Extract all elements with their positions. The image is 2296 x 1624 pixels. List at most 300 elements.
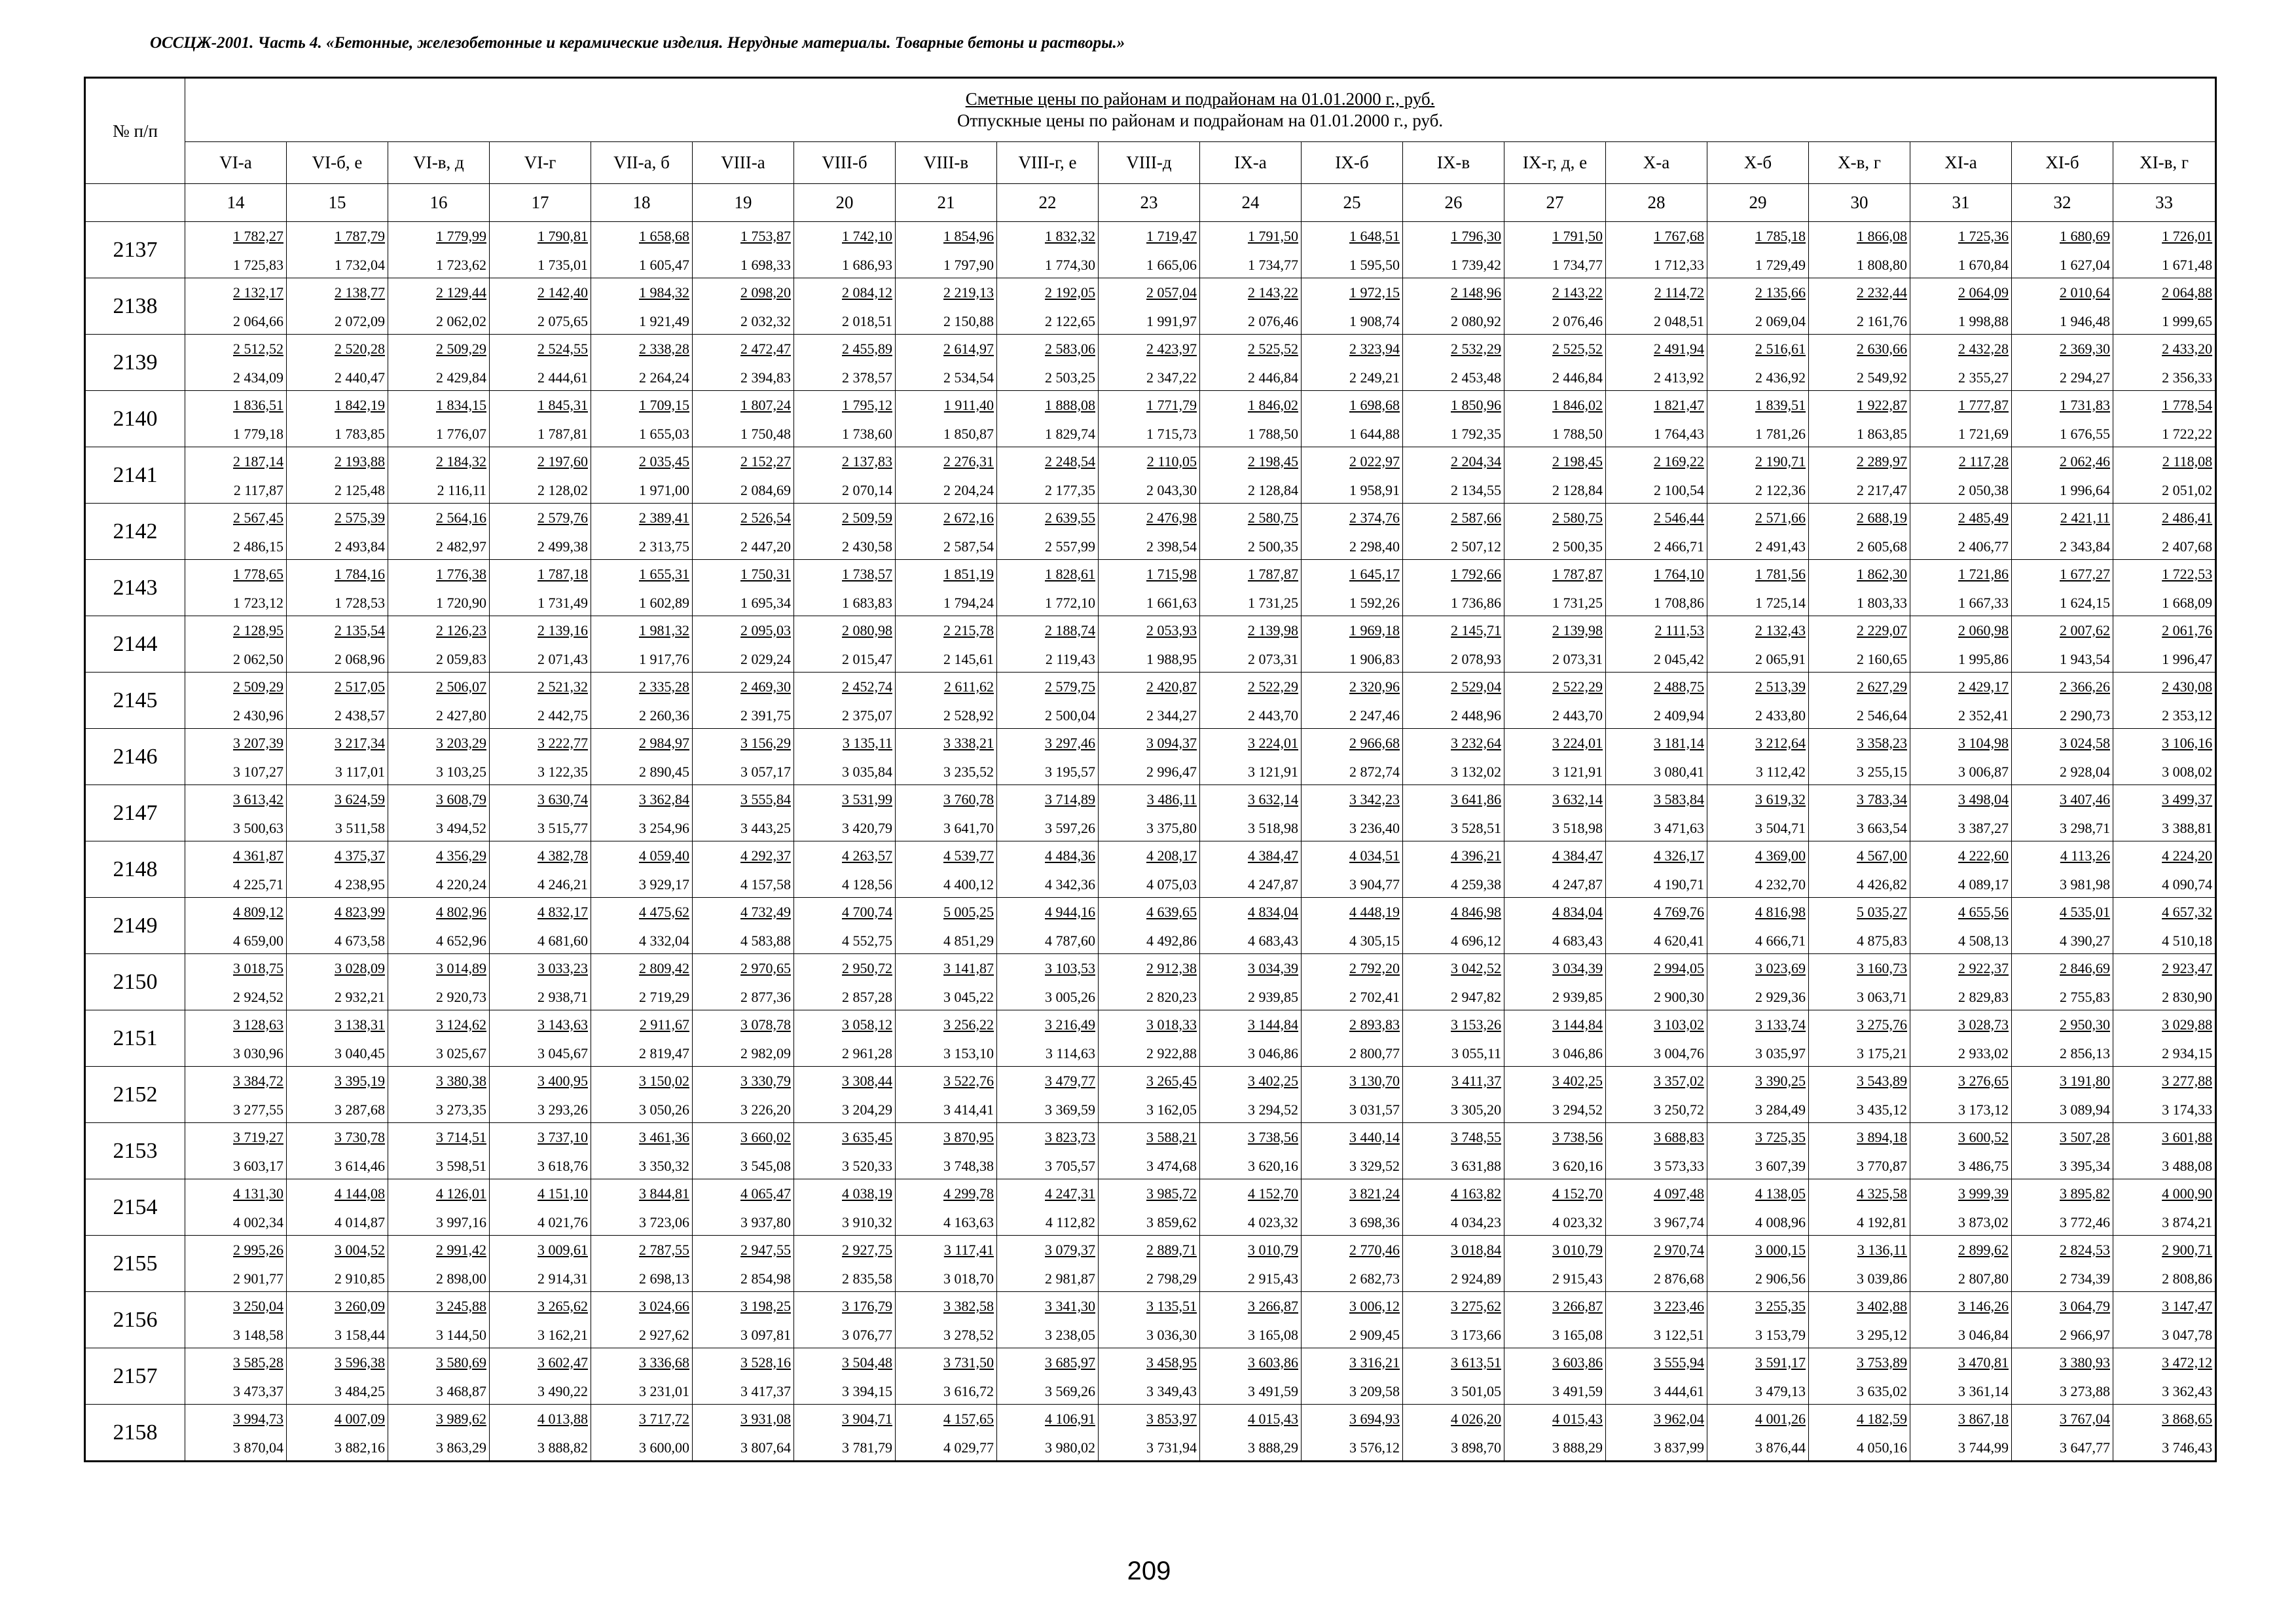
estimate-price: 2 423,97 <box>1146 340 1197 357</box>
price-cell <box>794 1067 896 1123</box>
release-price: 3 528,51 <box>1451 819 1501 836</box>
release-price: 1 729,49 <box>1755 256 1806 273</box>
estimate-price: 3 380,93 <box>2060 1354 2110 1371</box>
estimate-price: 1 648,51 <box>1349 227 1400 244</box>
price-cell <box>997 278 1099 335</box>
estimate-price: 3 265,45 <box>1146 1072 1197 1089</box>
price-cell <box>185 954 287 1010</box>
estimate-price: 2 095,03 <box>740 621 791 638</box>
estimate-price: 2 476,98 <box>1146 509 1197 526</box>
release-price: 2 443,70 <box>1552 707 1603 724</box>
estimate-price: 4 292,37 <box>740 847 791 864</box>
price-cell <box>693 1348 794 1405</box>
estimate-price: 2 138,77 <box>335 284 385 301</box>
estimate-price: 4 944,16 <box>1045 903 1095 920</box>
price-cell <box>896 841 997 898</box>
release-price: 1 698,33 <box>740 256 791 273</box>
price-cell <box>287 1236 388 1292</box>
estimate-price: 3 224,01 <box>1552 734 1603 751</box>
release-price: 3 904,77 <box>1349 876 1400 893</box>
price-cell <box>2113 1010 2216 1067</box>
release-price: 3 573,33 <box>1654 1157 1704 1174</box>
release-price: 2 116,11 <box>437 481 486 498</box>
estimate-price: 2 824,53 <box>2060 1241 2110 1258</box>
price-cell <box>794 729 896 785</box>
estimate-price: 3 336,68 <box>639 1354 689 1371</box>
estimate-price: 3 999,39 <box>1958 1185 2009 1202</box>
price-cell <box>896 1123 997 1179</box>
release-price: 4 683,43 <box>1552 932 1603 949</box>
estimate-price: 3 130,70 <box>1349 1072 1400 1089</box>
table-row <box>85 616 2216 673</box>
release-price: 3 162,05 <box>1146 1101 1197 1118</box>
estimate-price: 3 058,12 <box>842 1016 892 1033</box>
release-price: 3 576,12 <box>1349 1439 1400 1456</box>
estimate-price: 3 198,25 <box>740 1297 791 1314</box>
release-price: 2 820,23 <box>1146 988 1197 1005</box>
release-price: 3 616,72 <box>943 1382 994 1399</box>
release-price: 3 746,43 <box>2162 1439 2213 1456</box>
price-cell <box>388 1236 490 1292</box>
estimate-price: 3 144,84 <box>1248 1016 1298 1033</box>
release-price: 3 375,80 <box>1146 819 1197 836</box>
release-price: 2 482,97 <box>436 538 486 555</box>
estimate-price: 2 188,74 <box>1045 621 1095 638</box>
release-price: 1 665,06 <box>1146 256 1197 273</box>
document-header: ОССЦЖ-2001. Часть 4. «Бетонные, железобетонные и керамические изделия. Нерудные материалы. Товарные бетоны и растворы.» <box>150 34 1125 52</box>
release-price: 3 603,17 <box>233 1157 283 1174</box>
estimate-price: 1 778,54 <box>2162 396 2213 413</box>
estimate-price: 3 341,30 <box>1045 1297 1095 1314</box>
release-price: 1 797,90 <box>943 256 994 273</box>
release-price: 3 025,67 <box>436 1044 486 1061</box>
release-price: 3 471,63 <box>1654 819 1704 836</box>
price-cell <box>1809 1179 1910 1236</box>
estimate-price: 1 785,18 <box>1755 227 1806 244</box>
release-price: 4 163,63 <box>943 1213 994 1230</box>
price-cell <box>1910 560 2012 616</box>
price-cell <box>693 1179 794 1236</box>
price-cell <box>1302 560 1403 616</box>
estimate-price: 3 384,72 <box>233 1072 283 1089</box>
estimate-price: 4 182,59 <box>1857 1410 1907 1427</box>
price-cell <box>997 335 1099 391</box>
price-cell <box>1910 1405 2012 1462</box>
price-cell <box>2113 616 2216 673</box>
price-cell <box>1099 673 1200 729</box>
price-cell <box>1910 447 2012 504</box>
price-cell <box>896 729 997 785</box>
release-price: 4 023,32 <box>1248 1213 1298 1230</box>
release-price: 3 488,08 <box>2162 1157 2213 1174</box>
release-price: 1 668,09 <box>2162 594 2213 611</box>
estimate-price: 3 176,79 <box>842 1297 892 1314</box>
price-cell <box>1403 391 1504 447</box>
release-price: 2 128,02 <box>538 481 588 498</box>
price-cell <box>1099 222 1200 278</box>
price-cell <box>997 1405 1099 1462</box>
estimate-price: 3 867,18 <box>1958 1410 2009 1427</box>
estimate-price: 4 097,48 <box>1654 1185 1704 1202</box>
release-price: 2 546,64 <box>1857 707 1907 724</box>
price-cell <box>2113 1348 2216 1405</box>
price-cell <box>794 1010 896 1067</box>
estimate-price: 3 106,16 <box>2162 734 2213 751</box>
price-cell <box>896 335 997 391</box>
estimate-price: 2 899,62 <box>1958 1241 2009 1258</box>
estimate-price: 2 229,07 <box>1857 621 1907 638</box>
release-price: 3 597,26 <box>1045 819 1095 836</box>
price-cell <box>1099 560 1200 616</box>
release-price: 2 734,39 <box>2060 1270 2110 1287</box>
estimate-price: 3 018,75 <box>233 959 283 976</box>
price-table <box>84 77 2217 1462</box>
price-cell <box>1302 278 1403 335</box>
release-price: 4 192,81 <box>1857 1213 1907 1230</box>
price-cell <box>1910 1236 2012 1292</box>
estimate-price: 2 509,29 <box>233 678 283 695</box>
price-cell <box>1099 1292 1200 1348</box>
release-price: 2 503,25 <box>1045 369 1095 386</box>
estimate-price: 2 132,43 <box>1755 621 1806 638</box>
estimate-price: 4 126,01 <box>436 1185 486 1202</box>
estimate-price: 4 834,04 <box>1552 903 1603 920</box>
price-cell <box>1707 222 1809 278</box>
estimate-price: 3 256,22 <box>943 1016 994 1033</box>
estimate-price: 3 135,11 <box>842 734 892 751</box>
estimate-price: 4 157,65 <box>943 1410 994 1427</box>
estimate-price: 3 232,64 <box>1451 734 1501 751</box>
release-price: 2 557,99 <box>1045 538 1095 555</box>
release-price: 1 686,93 <box>842 256 892 273</box>
column-header: VIII-б <box>794 142 896 184</box>
release-price: 3 781,79 <box>842 1439 892 1456</box>
price-cell <box>1504 1067 1606 1123</box>
estimate-price: 4 026,20 <box>1451 1410 1501 1427</box>
release-price: 3 859,62 <box>1146 1213 1197 1230</box>
price-cell <box>1302 1236 1403 1292</box>
price-cell <box>693 278 794 335</box>
price-cell <box>896 616 997 673</box>
price-cell <box>490 729 591 785</box>
release-price: 2 807,80 <box>1958 1270 2009 1287</box>
estimate-price: 3 472,12 <box>2162 1354 2213 1371</box>
estimate-price: 2 169,22 <box>1654 452 1704 470</box>
estimate-price: 3 009,61 <box>538 1241 588 1258</box>
estimate-price: 4 657,32 <box>2162 903 2213 920</box>
price-cell <box>2012 841 2113 898</box>
release-price: 2 313,75 <box>639 538 689 555</box>
price-cell <box>490 278 591 335</box>
price-cell <box>794 504 896 560</box>
price-cell <box>1302 447 1403 504</box>
row-number: 2143 <box>85 560 185 616</box>
price-cell <box>2012 335 2113 391</box>
estimate-price: 2 035,45 <box>639 452 689 470</box>
release-price: 2 927,62 <box>639 1326 689 1343</box>
release-price: 3 731,94 <box>1146 1439 1197 1456</box>
price-cell <box>287 560 388 616</box>
estimate-price: 4 263,57 <box>842 847 892 864</box>
estimate-price: 3 042,52 <box>1451 959 1501 976</box>
estimate-price: 1 779,99 <box>436 227 486 244</box>
estimate-price: 3 275,62 <box>1451 1297 1501 1314</box>
price-cell <box>388 222 490 278</box>
price-cell <box>1809 222 1910 278</box>
price-cell <box>693 222 794 278</box>
price-cell <box>1809 335 1910 391</box>
release-price: 1 734,77 <box>1248 256 1298 273</box>
row-number: 2138 <box>85 278 185 335</box>
price-cell <box>2113 222 2216 278</box>
estimate-price: 2 198,45 <box>1248 452 1298 470</box>
estimate-price: 3 250,04 <box>233 1297 283 1314</box>
estimate-price: 2 512,52 <box>233 340 283 357</box>
release-price: 2 247,46 <box>1349 707 1400 724</box>
release-price: 2 394,83 <box>740 369 791 386</box>
release-price: 2 819,47 <box>639 1044 689 1061</box>
release-price: 2 447,20 <box>740 538 791 555</box>
price-cell <box>1809 1010 1910 1067</box>
release-price: 3 173,12 <box>1958 1101 2009 1118</box>
price-cell <box>693 1405 794 1462</box>
price-cell <box>896 504 997 560</box>
release-price: 3 204,29 <box>842 1101 892 1118</box>
estimate-price: 3 265,62 <box>538 1297 588 1314</box>
price-cell <box>1099 1236 1200 1292</box>
estimate-price: 3 738,56 <box>1552 1128 1603 1145</box>
price-cell <box>591 785 693 841</box>
price-cell <box>1403 1067 1504 1123</box>
release-price: 3 504,71 <box>1755 819 1806 836</box>
release-price: 4 008,96 <box>1755 1213 1806 1230</box>
price-cell <box>1403 673 1504 729</box>
estimate-price: 2 126,23 <box>436 621 486 638</box>
price-cell <box>2113 391 2216 447</box>
release-price: 3 107,27 <box>233 763 283 780</box>
release-price: 2 493,84 <box>335 538 385 555</box>
price-cell <box>1302 729 1403 785</box>
release-price: 3 518,98 <box>1248 819 1298 836</box>
estimate-price: 3 486,11 <box>1146 790 1197 807</box>
estimate-price: 2 430,08 <box>2162 678 2213 695</box>
price-cell <box>997 447 1099 504</box>
estimate-price: 2 289,97 <box>1857 452 1907 470</box>
price-cell <box>1707 1236 1809 1292</box>
release-price: 2 391,75 <box>740 707 791 724</box>
release-price: 1 808,80 <box>1857 256 1907 273</box>
price-cell <box>693 729 794 785</box>
price-cell <box>896 447 997 504</box>
release-price: 3 647,77 <box>2060 1439 2110 1456</box>
price-cell <box>794 1179 896 1236</box>
release-price: 1 708,86 <box>1654 594 1704 611</box>
estimate-price: 2 889,71 <box>1146 1241 1197 1258</box>
estimate-price: 2 452,74 <box>842 678 892 695</box>
price-cell <box>388 841 490 898</box>
estimate-price: 3 160,73 <box>1857 959 1907 976</box>
estimate-price: 2 142,40 <box>538 284 588 301</box>
release-price: 3 174,33 <box>2162 1101 2213 1118</box>
estimate-price: 2 421,11 <box>2060 509 2110 526</box>
release-price: 4 652,96 <box>436 932 486 949</box>
estimate-price: 2 064,09 <box>1958 284 2009 301</box>
price-cell <box>2113 560 2216 616</box>
estimate-price: 4 846,98 <box>1451 903 1501 920</box>
estimate-price: 3 588,21 <box>1146 1128 1197 1145</box>
estimate-price: 3 635,45 <box>842 1128 892 1145</box>
release-price: 3 631,88 <box>1451 1157 1501 1174</box>
price-cell <box>794 616 896 673</box>
release-price: 2 045,42 <box>1654 650 1704 667</box>
release-price: 1 655,03 <box>639 425 689 442</box>
estimate-price: 2 524,55 <box>538 340 588 357</box>
release-price: 1 958,91 <box>1349 481 1400 498</box>
price-cell <box>1403 335 1504 391</box>
price-cell <box>185 898 287 954</box>
estimate-price: 2 148,96 <box>1451 284 1501 301</box>
release-price: 3 046,84 <box>1958 1326 2009 1343</box>
release-price: 2 856,13 <box>2060 1044 2110 1061</box>
estimate-price: 2 627,29 <box>1857 678 1907 695</box>
price-cell <box>794 447 896 504</box>
release-price: 4 021,76 <box>538 1213 588 1230</box>
price-cell <box>794 222 896 278</box>
release-price: 3 006,87 <box>1958 763 2009 780</box>
release-price: 1 863,85 <box>1857 425 1907 442</box>
release-price: 3 888,82 <box>538 1439 588 1456</box>
estimate-price: 2 192,05 <box>1045 284 1095 301</box>
column-header: VIII-г, е <box>997 142 1099 184</box>
release-price: 3 165,08 <box>1552 1326 1603 1343</box>
release-price: 3 929,17 <box>639 876 689 893</box>
price-cell <box>388 673 490 729</box>
release-price: 3 937,80 <box>740 1213 791 1230</box>
release-price: 3 417,37 <box>740 1382 791 1399</box>
estimate-price: 4 038,19 <box>842 1185 892 1202</box>
price-cell <box>693 954 794 1010</box>
price-cell <box>1606 673 1707 729</box>
caption-release-prices: Отпускные цены по районам и подрайонам на 01.01.2000 г., руб. <box>957 111 1444 130</box>
release-price: 2 015,47 <box>842 650 892 667</box>
price-cell <box>1809 1348 1910 1405</box>
release-price: 2 078,93 <box>1451 650 1501 667</box>
column-header: VI-б, е <box>287 142 388 184</box>
estimate-price: 3 133,74 <box>1755 1016 1806 1033</box>
release-price: 3 620,16 <box>1552 1157 1603 1174</box>
release-price: 3 089,94 <box>2060 1101 2110 1118</box>
price-cell <box>794 841 896 898</box>
price-cell <box>1809 1236 1910 1292</box>
release-price: 4 247,87 <box>1552 876 1603 893</box>
release-price: 1 712,33 <box>1654 256 1704 273</box>
price-cell <box>896 954 997 1010</box>
estimate-price: 1 821,47 <box>1654 396 1704 413</box>
estimate-price: 1 842,19 <box>335 396 385 413</box>
release-price: 3 874,21 <box>2162 1213 2213 1230</box>
estimate-price: 3 223,46 <box>1654 1297 1704 1314</box>
price-cell <box>2012 222 2113 278</box>
release-price: 4 225,71 <box>233 876 283 893</box>
release-price: 4 014,87 <box>335 1213 385 1230</box>
price-cell <box>287 898 388 954</box>
price-cell <box>1809 1123 1910 1179</box>
price-cell <box>1302 504 1403 560</box>
release-price: 4 492,86 <box>1146 932 1197 949</box>
estimate-price: 2 455,89 <box>842 340 892 357</box>
estimate-price: 2 366,26 <box>2060 678 2110 695</box>
estimate-price: 3 904,71 <box>842 1410 892 1427</box>
column-header: XI-в, г <box>2113 142 2216 184</box>
estimate-price: 2 672,16 <box>943 509 994 526</box>
price-cell <box>185 1123 287 1179</box>
estimate-price: 2 129,44 <box>436 284 486 301</box>
release-price: 3 723,06 <box>639 1213 689 1230</box>
price-cell <box>591 729 693 785</box>
price-cell <box>1099 1067 1200 1123</box>
estimate-price: 3 255,35 <box>1755 1297 1806 1314</box>
table-caption <box>185 78 2216 142</box>
estimate-price: 1 888,08 <box>1045 396 1095 413</box>
estimate-price: 3 362,84 <box>639 790 689 807</box>
release-price: 3 520,33 <box>842 1157 892 1174</box>
estimate-price: 2 516,61 <box>1755 340 1806 357</box>
column-index: 24 <box>1200 184 1302 222</box>
release-price: 2 534,54 <box>943 369 994 386</box>
estimate-price: 3 146,26 <box>1958 1297 2009 1314</box>
release-price: 3 278,52 <box>943 1326 994 1343</box>
estimate-price: 1 792,66 <box>1451 565 1501 582</box>
price-cell <box>2113 504 2216 560</box>
price-cell <box>1910 1292 2012 1348</box>
release-price: 2 375,07 <box>842 707 892 724</box>
estimate-price: 4 832,17 <box>538 903 588 920</box>
release-price: 4 157,58 <box>740 876 791 893</box>
release-price: 3 443,25 <box>740 819 791 836</box>
price-cell <box>185 673 287 729</box>
release-price: 3 486,75 <box>1958 1157 2009 1174</box>
price-cell <box>1099 447 1200 504</box>
release-price: 1 731,49 <box>538 594 588 611</box>
price-cell <box>1504 729 1606 785</box>
estimate-price: 3 894,18 <box>1857 1128 1907 1145</box>
release-price: 1 794,24 <box>943 594 994 611</box>
estimate-price: 3 994,73 <box>233 1410 283 1427</box>
release-price: 2 068,96 <box>335 650 385 667</box>
price-cell <box>591 1067 693 1123</box>
price-cell <box>490 898 591 954</box>
row-number: 2148 <box>85 841 185 898</box>
price-cell <box>2113 673 2216 729</box>
price-cell <box>1910 222 2012 278</box>
estimate-price: 3 010,79 <box>1248 1241 1298 1258</box>
release-price: 2 453,48 <box>1451 369 1501 386</box>
estimate-price: 3 103,53 <box>1045 959 1095 976</box>
column-index: 22 <box>997 184 1099 222</box>
price-cell <box>388 335 490 391</box>
price-cell <box>997 729 1099 785</box>
estimate-price: 1 984,32 <box>639 284 689 301</box>
price-cell <box>2012 785 2113 841</box>
estimate-price: 3 499,37 <box>2162 790 2213 807</box>
release-price: 3 153,79 <box>1755 1326 1806 1343</box>
estimate-price: 4 639,65 <box>1146 903 1197 920</box>
price-cell <box>1606 447 1707 504</box>
estimate-price: 3 440,14 <box>1349 1128 1400 1145</box>
estimate-price: 3 591,17 <box>1755 1354 1806 1371</box>
release-price: 2 914,31 <box>538 1270 588 1287</box>
release-price: 4 681,60 <box>538 932 588 949</box>
